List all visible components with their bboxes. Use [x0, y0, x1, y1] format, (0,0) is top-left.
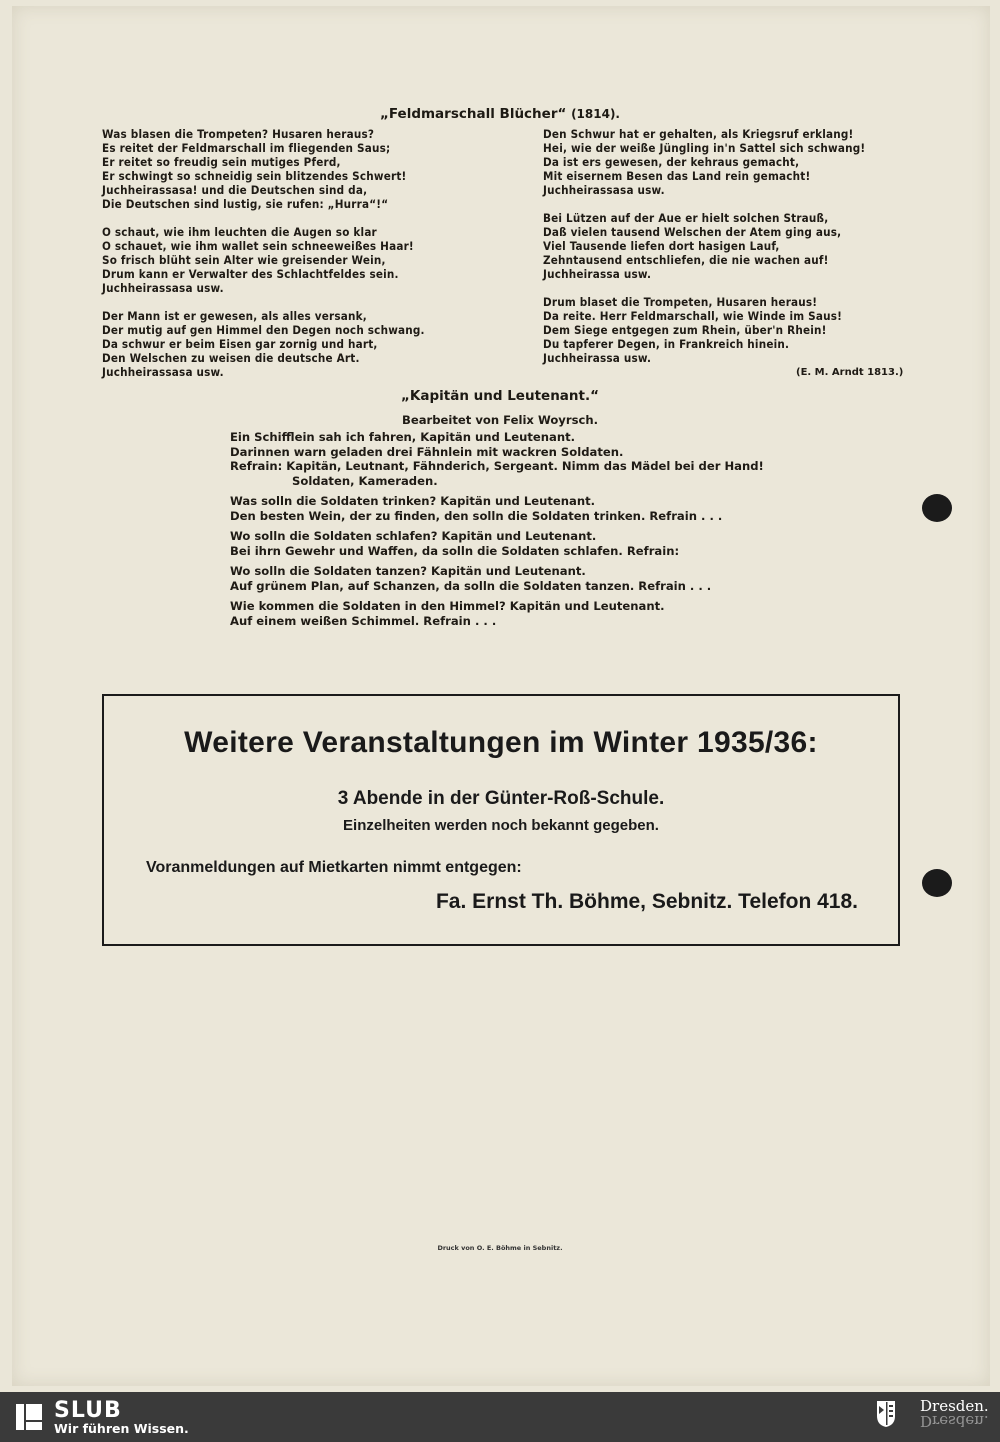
song1-year: (1814). — [571, 107, 620, 121]
song1-right-line: Juchheirassa usw. — [543, 351, 652, 365]
song1-left-line: Der Mann ist er gewesen, als alles versank, — [102, 309, 367, 323]
song1-left-line: Den Welschen zu weisen die deutsche Art. — [102, 351, 360, 365]
announcement-firm: Fa. Ernst Th. Böhme, Sebnitz. Telefon 418. — [435, 890, 858, 913]
song1-right-line: Dem Siege entgegen zum Rhein, über'n Rhein! — [543, 323, 827, 337]
song2-line: Bei ihrn Gewehr und Waffen, da solln die Soldaten schlafen. Refrain: — [230, 543, 680, 558]
song1-left-stanza — [102, 225, 425, 295]
song1-attribution: (E. M. Arndt 1813.) — [796, 367, 904, 378]
printer-imprint: Druck von O. E. Böhme in Sebnitz. — [437, 1244, 563, 1252]
announcement-venue: 3 Abende in der Günter-Roß-Schule. — [337, 788, 665, 809]
song2-title: „Kapitän und Leutenant.“ — [401, 388, 599, 404]
song2-line: Soldaten, Kameraden. — [292, 473, 438, 488]
song1-right-line: Bei Lützen auf der Aue er hielt solchen Strauß, — [543, 211, 829, 225]
song1-right-line: Hei, wie der weiße Jüngling in'n Sattel sich schwang! — [543, 141, 866, 155]
song2-line: Auf grünem Plan, auf Schanzen, da solln die Soldaten tanzen. Refrain . . . — [230, 578, 712, 593]
song2-line: Den besten Wein, der zu finden, den solln die Soldaten trinken. Refrain . . . — [230, 508, 723, 523]
song1-right-line: Drum blaset die Trompeten, Husaren heraus! — [543, 295, 818, 309]
song1-left-line: Der mutig auf gen Himmel den Degen noch schwang. — [102, 323, 425, 337]
song1-right-line: Da reite. Herr Feldmarschall, wie Winde im Saus! — [543, 309, 843, 323]
song1-left-line: Juchheirassasa! und die Deutschen sind da, — [102, 183, 368, 197]
song2-verse — [230, 599, 764, 628]
song1-right-line: Du tapferer Degen, in Frankreich hinein. — [543, 337, 790, 351]
song1-left-line: Juchheirassasa usw. — [102, 281, 224, 295]
slub-logo-icon — [14, 1402, 44, 1432]
song1-left-line: O schaut, wie ihm leuchten die Augen so klar — [102, 225, 377, 239]
song1-right-line: Zehntausend entschliefen, die nie wachen auf! — [543, 253, 829, 267]
song1-title — [0, 106, 1000, 122]
song1-right-line: Mit eisernem Besen das Land rein gemacht! — [543, 169, 811, 183]
song2-line: Auf einem weißen Schimmel. Refrain . . . — [230, 613, 497, 628]
song2-line: Wie kommen die Soldaten in den Himmel? Kapitän und Leutenant. — [230, 599, 665, 613]
song2-body — [230, 430, 764, 634]
song1-right-line: Juchheirassasa usw. — [543, 183, 665, 197]
song1-left-line: Da schwur er beim Eisen gar zornig und hart, — [102, 337, 378, 351]
song2-line: Darinnen warn geladen drei Fähnlein mit wackren Soldaten. — [230, 444, 624, 459]
song1-right-line: Den Schwur hat er gehalten, als Kriegsruf erklang! — [543, 127, 854, 141]
song1-right-stanza — [543, 295, 865, 365]
song1-right-line: Juchheirassa usw. — [543, 267, 652, 281]
slub-brand[interactable]: SLUB — [54, 1398, 122, 1423]
song1-left-line: Juchheirassasa usw. — [102, 365, 224, 379]
announcement-box — [102, 694, 900, 946]
dresden-logo-text[interactable]: Dresden. — [920, 1397, 989, 1415]
punch-hole-upper — [922, 494, 952, 522]
song1-left-column — [102, 127, 425, 393]
song1-right-line: Da ist ers gewesen, der kehraus gemacht, — [543, 155, 800, 169]
song2-line: Wo solln die Soldaten tanzen? Kapitän und Leutenant. — [230, 564, 586, 578]
dresden-crest-icon — [876, 1400, 896, 1428]
song1-right-stanza — [543, 127, 865, 197]
song2-arranger: Bearbeitet von Felix Woyrsch. — [402, 413, 598, 427]
song1-title-text: „Feldmarschall Blücher“ — [379, 106, 567, 122]
announcement-registration: Voranmeldungen auf Mietkarten nimmt entgegen: — [146, 859, 522, 876]
announcement-headline: Weitere Veranstaltungen im Winter 1935/36: — [184, 726, 818, 759]
song1-left-line: O schauet, wie ihm wallet sein schneeweißes Haar! — [102, 239, 414, 253]
song1-right-line: Daß vielen tausend Welschen der Atem ging aus, — [543, 225, 842, 239]
song2-line: Was solln die Soldaten trinken? Kapitän und Leutenant. — [230, 494, 596, 508]
song2-verse — [230, 564, 764, 593]
song2-verse — [230, 494, 764, 523]
song2-line: Ein Schifflein sah ich fahren, Kapitän und Leutenant. — [230, 430, 576, 444]
dresden-logo-reflection: Dresden. — [920, 1412, 989, 1430]
song1-left-stanza — [102, 127, 425, 211]
song1-left-stanza — [102, 309, 425, 379]
song1-left-line: Er schwingt so schneidig sein blitzendes Schwert! — [102, 169, 407, 183]
song2-verse — [230, 430, 764, 488]
song1-right-line: Viel Tausende liefen dort hasigen Lauf, — [543, 239, 780, 253]
song1-left-line: Die Deutschen sind lustig, sie rufen: „Hurra“!“ — [102, 197, 389, 211]
slub-tagline: Wir führen Wissen. — [54, 1421, 189, 1436]
song1-left-line: Was blasen die Trompeten? Husaren heraus? — [102, 127, 375, 141]
song1-right-column — [543, 127, 865, 379]
song1-right-stanza — [543, 211, 865, 281]
song1-left-line: Er reitet so freudig sein mutiges Pferd, — [102, 155, 341, 169]
song2-line: Refrain: Kapitän, Leutnant, Fähnderich, Sergeant. Nimm das Mädel bei der Hand! — [230, 459, 764, 473]
song2-line: Wo solln die Soldaten schlafen? Kapitän und Leutenant. — [230, 529, 597, 543]
song1-left-line: Es reitet der Feldmarschall im fliegenden Saus; — [102, 141, 391, 155]
song2-verse — [230, 529, 764, 558]
punch-hole-lower — [922, 869, 952, 897]
song1-left-line: So frisch blüht sein Alter wie greisender Wein, — [102, 253, 386, 267]
footer-bar — [0, 1392, 1000, 1442]
announcement-details: Einzelheiten werden noch bekannt gegeben. — [343, 817, 659, 834]
song1-left-line: Drum kann er Verwalter des Schlachtfeldes sein. — [102, 267, 399, 281]
